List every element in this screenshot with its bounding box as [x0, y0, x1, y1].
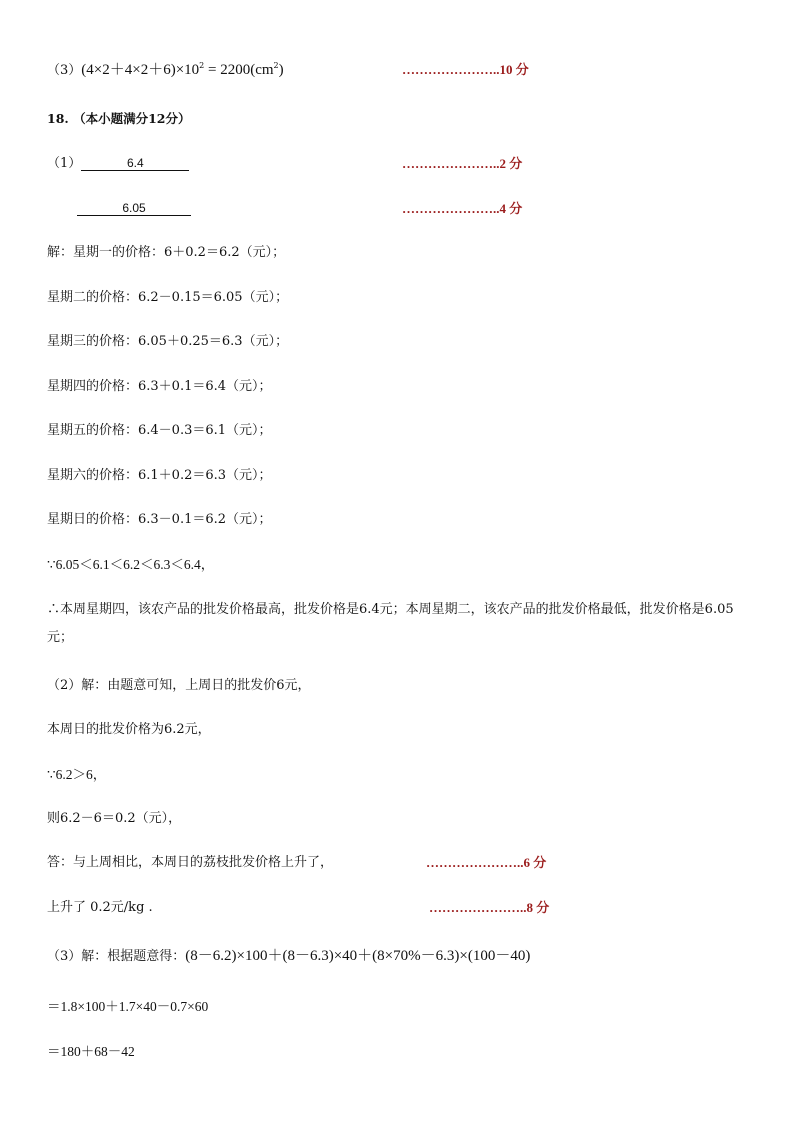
- q2-difference: 则6.2－6＝0.2（元），: [47, 811, 182, 826]
- price-thursday: 星期四的价格：6.3＋0.1＝6.4（元）；: [47, 379, 272, 394]
- answer-blank-2: 6.05: [77, 201, 191, 216]
- q3-step-2: ＝180＋68－42: [47, 1044, 135, 1059]
- price-wednesday: 星期三的价格：6.05＋0.25＝6.3（元）；: [47, 334, 289, 349]
- q3-intro: （3）解：根据题意得：: [47, 949, 186, 964]
- price-tuesday: 星期二的价格：6.2－0.15＝6.05（元）；: [47, 290, 289, 305]
- score-10: …………………..10 分: [402, 62, 529, 77]
- price-friday: 星期五的价格：6.4－0.3＝6.1（元）；: [47, 423, 272, 438]
- score-8: …………………..8 分: [429, 900, 550, 915]
- p3-unit-exponent: 2: [273, 61, 279, 70]
- q3-expression: (8－6.2)×100＋(8－6.3)×40＋(8×70%－6.3)×(100－40): [185, 948, 531, 964]
- score-4: …………………..4 分: [402, 201, 523, 216]
- p3-equals: = 2200(cm: [204, 62, 274, 78]
- q3-step-1: ＝1.8×100＋1.7×40－0.7×60: [47, 999, 209, 1014]
- p3-expression: (4×2＋4×2＋6)×10: [81, 62, 200, 78]
- because-inequality: ∵6.05＜6.1＜6.2＜6.3＜6.4，: [47, 557, 215, 572]
- q1-answer-line-2: [77, 201, 191, 217]
- q2-intro: （2）解：由题意可知，上周日的批发价6元，: [47, 678, 311, 693]
- therefore-conclusion: ∴本周星期四，该农产品的批发价格最高，批发价格是6.4元；本周星期二，该农产品的批发价格最低，批发价格是6.05元；: [47, 602, 734, 645]
- q3-line: [47, 948, 530, 965]
- q1-answer-line: [47, 156, 189, 172]
- p3-label: （3）: [47, 63, 82, 78]
- answer-blank-1: 6.4: [81, 156, 189, 171]
- question-18-title: 18. （本小题满分12分）: [47, 111, 191, 126]
- q2-sunday-price: 本周日的批发价格为6.2元，: [47, 722, 211, 737]
- p3-exponent: 2: [199, 61, 205, 70]
- p3-close: ): [278, 62, 284, 78]
- p3-line: [47, 62, 284, 79]
- score-6: …………………..6 分: [426, 855, 547, 870]
- q2-because: ∵6.2＞6，: [47, 767, 107, 782]
- q1-label: （1）: [47, 156, 82, 171]
- q2-rise-amount: 上升了 0.2元/kg .: [47, 900, 153, 915]
- price-sunday: 星期日的价格：6.3－0.1＝6.2（元）；: [47, 512, 272, 527]
- price-monday: 解：星期一的价格：6＋0.2＝6.2（元）；: [47, 245, 286, 260]
- score-2: …………………..2 分: [402, 156, 523, 171]
- q2-answer: 答：与上周相比，本周日的荔枝批发价格上升了，: [47, 855, 334, 870]
- price-saturday: 星期六的价格：6.1＋0.2＝6.3（元）；: [47, 468, 272, 483]
